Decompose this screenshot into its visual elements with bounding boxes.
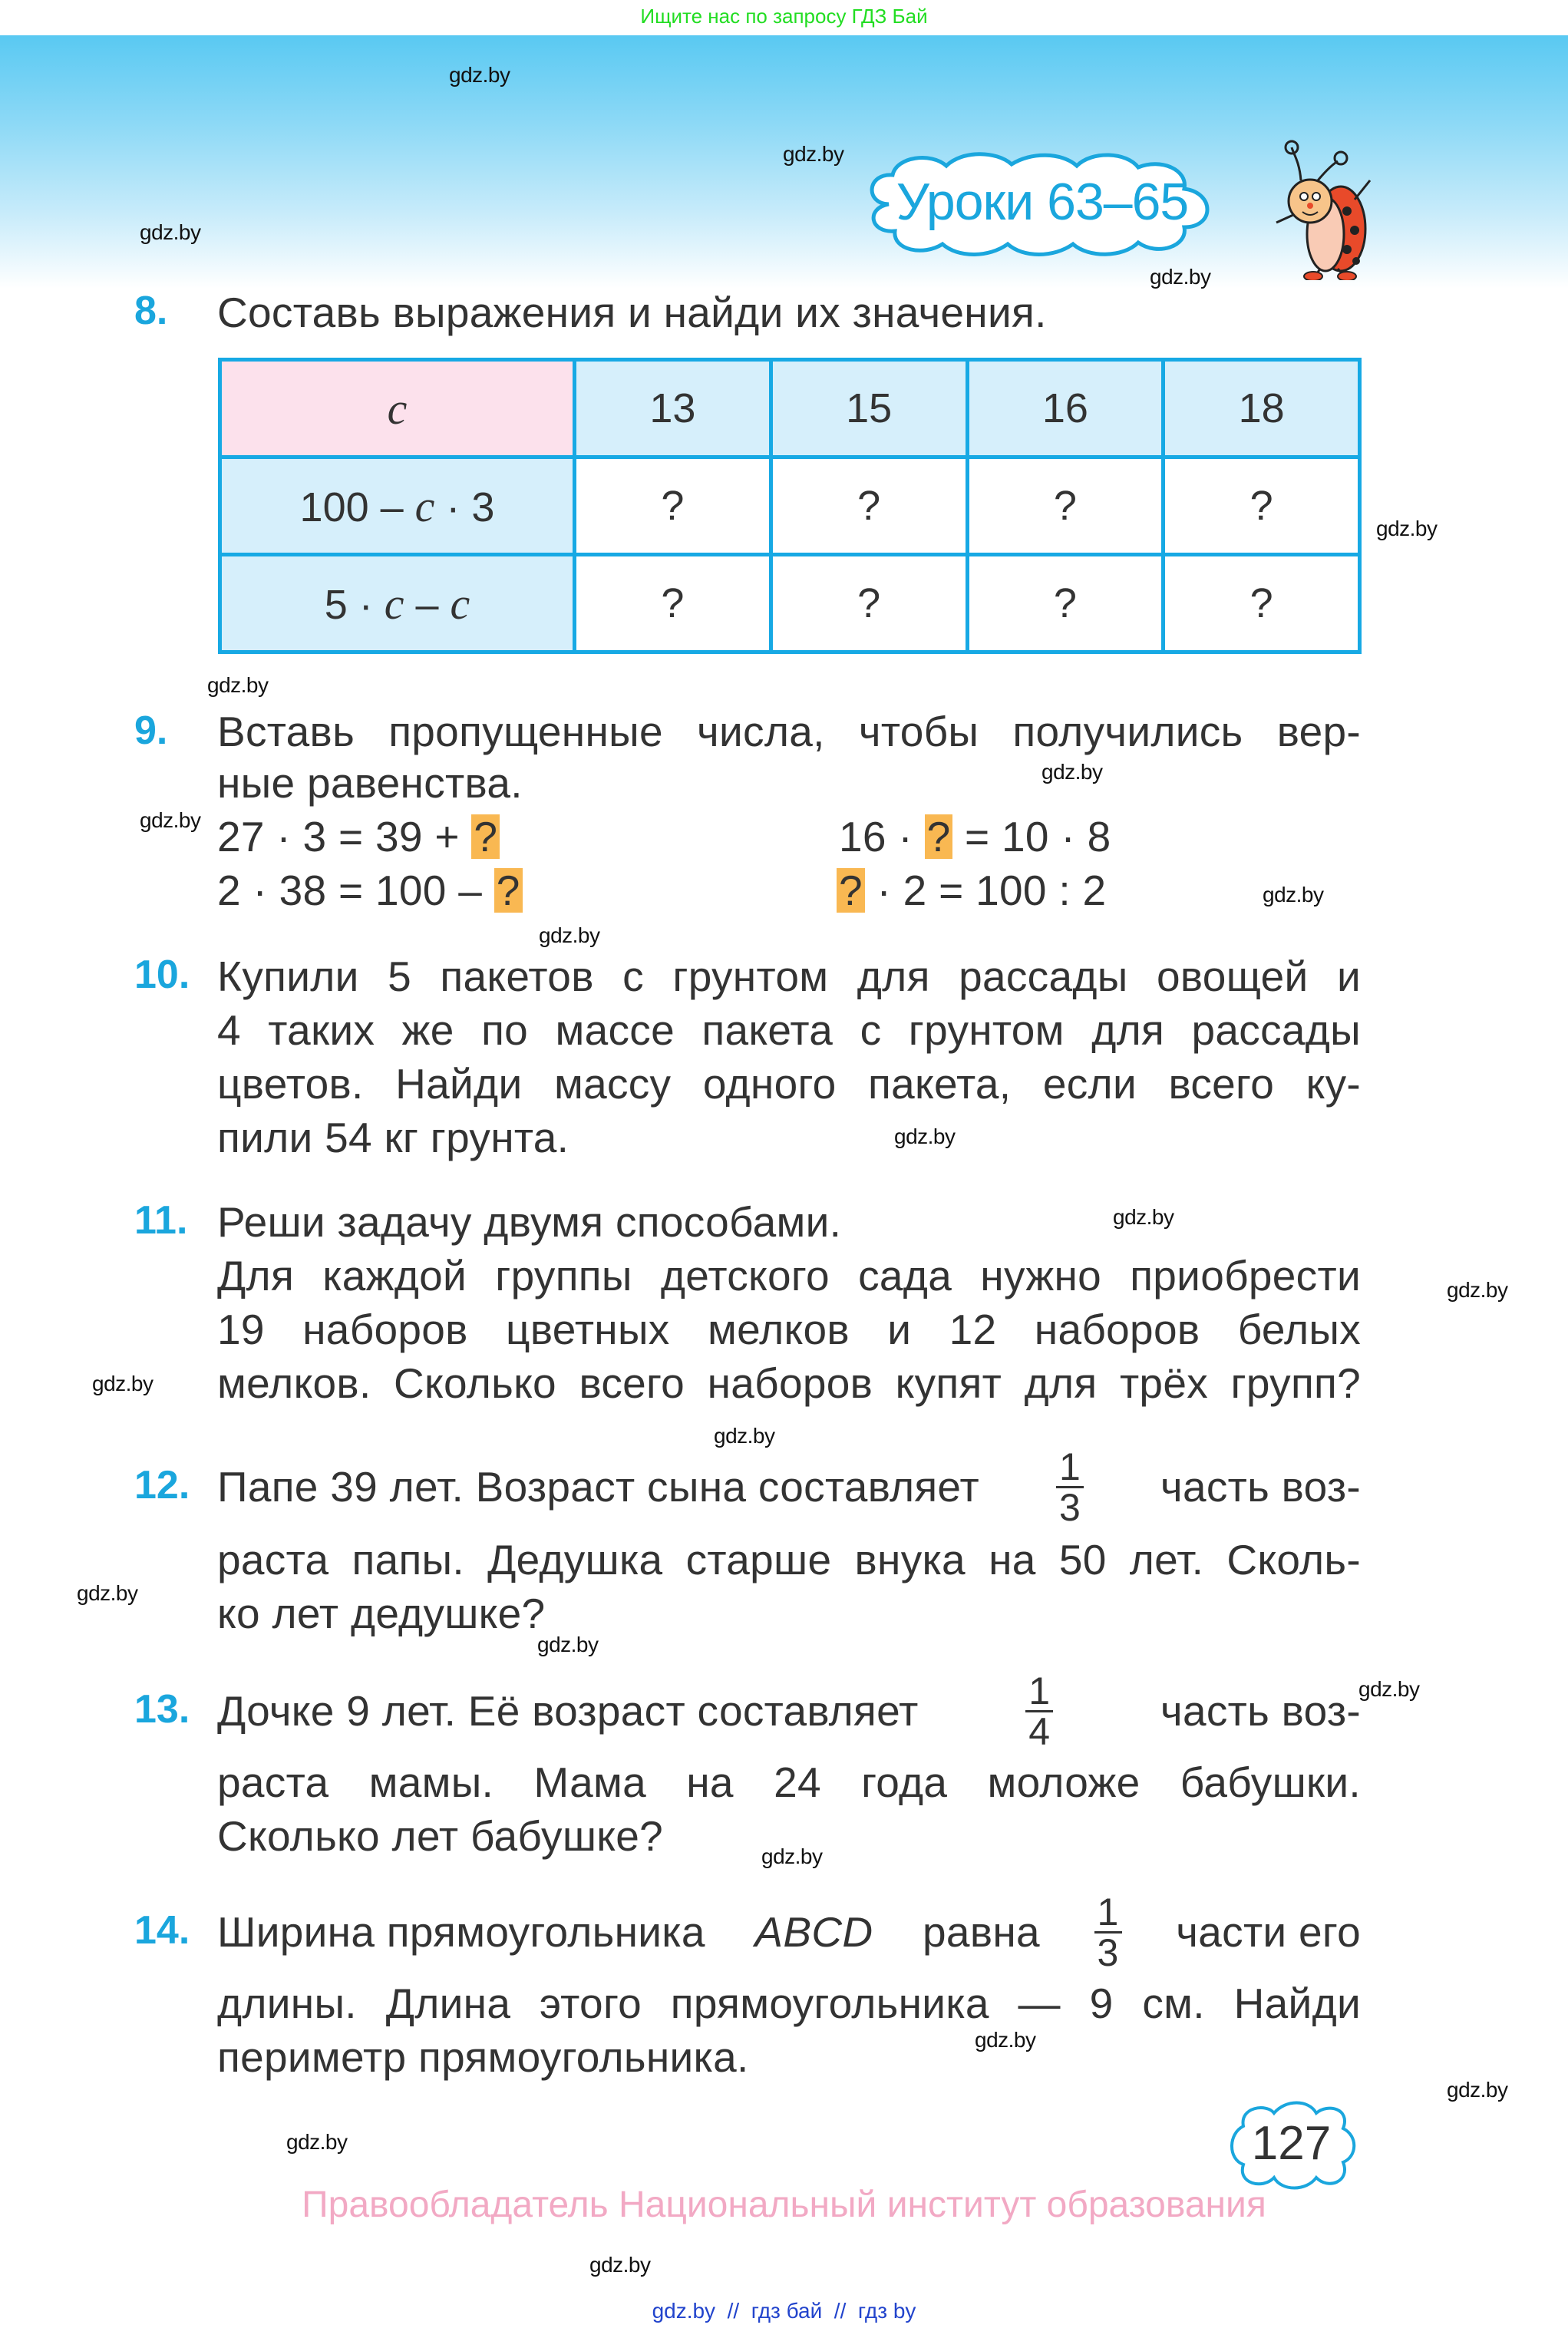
watermark: gdz.by — [589, 2253, 651, 2277]
answer-cell[interactable]: ? — [1164, 457, 1360, 555]
table-row — [220, 555, 1360, 652]
task-11-line: Реши задачу двумя способами. — [217, 1198, 842, 1246]
task-number: 10. — [134, 953, 190, 997]
expression-cell: 5 · c – c — [220, 555, 575, 652]
table-row — [220, 457, 1360, 555]
equation: 27 · 3 = 39 + ? — [217, 810, 500, 864]
watermark: gdz.by — [1150, 265, 1211, 289]
task-number: 11. — [134, 1198, 188, 1243]
answer-blank[interactable]: ? — [837, 868, 865, 913]
equation: 16 · ? = 10 · 8 — [839, 813, 1111, 860]
watermark: gdz.by — [140, 220, 201, 244]
watermark: gdz.by — [761, 1844, 823, 1868]
task-11-line: Для каждой группы детского сада нужно приобрести — [217, 1252, 1361, 1299]
ladybug-illustration — [1270, 138, 1385, 280]
lesson-title-cloud — [858, 150, 1226, 258]
task-8-text: Составь выражения и найди их значения. — [217, 289, 1047, 336]
watermark: gdz.by — [207, 673, 269, 697]
fraction: $\frac{1}{3}$ — [1056, 1448, 1084, 1527]
answer-cell[interactable]: ? — [575, 555, 771, 652]
watermark: gdz.by — [537, 1633, 599, 1656]
answer-cell[interactable]: ? — [575, 457, 771, 555]
watermark: gdz.by — [140, 808, 201, 832]
top-banner — [0, 0, 1568, 35]
task-12-line: Папе 39 лет. Возраст сына составляет $\frac{1}{3}$ часть воз- — [217, 1445, 1361, 1529]
task-13-line: раста мамы. Мама на 24 года моложе бабушки. — [217, 1758, 1361, 1806]
fraction: $\frac{1}{4}$ — [1025, 1672, 1053, 1751]
copyright-notice: Правообладатель Национальный институт образования — [302, 2184, 1266, 2225]
values-table — [218, 358, 1362, 654]
table-header-value: 18 — [1164, 360, 1360, 457]
watermark: gdz.by — [286, 2130, 348, 2154]
ladybug-icon — [1270, 138, 1385, 280]
task-12-line: раста папы. Дедушка старше внука на 50 лет. Сколь- — [217, 1536, 1361, 1583]
task-10-line: цветов. Найди массу одного пакета, если всего ку- — [217, 1060, 1361, 1108]
task-number: 8. — [134, 289, 168, 333]
task-number: 14. — [134, 1908, 190, 1953]
watermark: gdz.by — [1263, 883, 1324, 906]
task-10-line: 4 таких же по массе пакета с грунтом для рассады — [217, 1006, 1361, 1054]
task-14-line: периметр прямоугольника. — [217, 2033, 749, 2081]
footer-links[interactable]: gdz.by // гдз бай // гдз by — [652, 2299, 916, 2323]
answer-cell[interactable]: ? — [771, 555, 967, 652]
page-number-cloud — [1220, 2099, 1362, 2191]
task-13-line: Дочке 9 лет. Её возраст составляет $\frac{1}{4}$ часть воз- — [217, 1669, 1361, 1753]
task-11-line: мелков. Сколько всего наборов купят для трёх групп? — [217, 1359, 1361, 1407]
watermark: gdz.by — [975, 2028, 1036, 2052]
table-header-value: 13 — [575, 360, 771, 457]
task-11-line: 19 наборов цветных мелков и 12 наборов белых — [217, 1306, 1361, 1353]
watermark: gdz.by — [77, 1581, 138, 1605]
watermark: gdz.by — [894, 1124, 956, 1148]
task-14-line: длины. Длина этого прямоугольника — 9 см. Найди — [217, 1980, 1361, 2027]
watermark: gdz.by — [1113, 1205, 1174, 1229]
watermark: gdz.by — [1447, 1278, 1508, 1302]
table-header-variable: c — [220, 360, 575, 457]
task-14-line: Ширина прямоугольника ABCD равна $\frac{1}{3}$ части его — [217, 1890, 1361, 1974]
watermark: gdz.by — [1041, 760, 1103, 784]
watermark: gdz.by — [1358, 1677, 1420, 1701]
task-13-line: Сколько лет бабушке? — [217, 1812, 664, 1860]
watermark: gdz.by — [783, 142, 844, 166]
fraction: $\frac{1}{3}$ — [1094, 1893, 1122, 1972]
answer-blank[interactable]: ? — [925, 814, 953, 859]
watermark: gdz.by — [1447, 2078, 1508, 2102]
answer-cell[interactable]: ? — [967, 555, 1164, 652]
task-10-line: Купили 5 пакетов с грунтом для рассады овощей и — [217, 953, 1361, 1000]
answer-blank[interactable]: ? — [494, 868, 523, 913]
watermark: gdz.by — [92, 1372, 153, 1395]
watermark: gdz.by — [449, 63, 510, 87]
answer-cell[interactable]: ? — [1164, 555, 1360, 652]
expression-cell: 100 – c · 3 — [220, 457, 575, 555]
task-number: 9. — [134, 708, 168, 753]
equation: 2 · 38 = 100 – ? — [217, 864, 523, 917]
answer-cell[interactable]: ? — [771, 457, 967, 555]
table-header-value: 16 — [967, 360, 1164, 457]
task-9-line: ные равенства. — [217, 759, 523, 807]
watermark: gdz.by — [539, 923, 600, 947]
answer-cell[interactable]: ? — [967, 457, 1164, 555]
task-12-line: ко лет дедушке? — [217, 1590, 546, 1637]
answer-blank[interactable]: ? — [471, 814, 500, 859]
task-number: 12. — [134, 1463, 190, 1507]
table-header-value: 15 — [771, 360, 967, 457]
task-10-line: пили 54 кг грунта. — [217, 1114, 569, 1161]
watermark: gdz.by — [1376, 517, 1438, 540]
equation: ? · 2 = 100 : 2 — [837, 864, 1106, 917]
page-number: 127 — [1251, 2117, 1332, 2170]
top-banner-text: Ищите нас по запросу ГДЗ Бай — [640, 5, 928, 28]
task-9-line: Вставь пропущенные числа, чтобы получились вер- — [217, 708, 1361, 755]
task-number: 13. — [134, 1687, 190, 1732]
watermark: gdz.by — [714, 1424, 775, 1448]
lesson-title: Уроки 63–65 — [896, 173, 1189, 231]
